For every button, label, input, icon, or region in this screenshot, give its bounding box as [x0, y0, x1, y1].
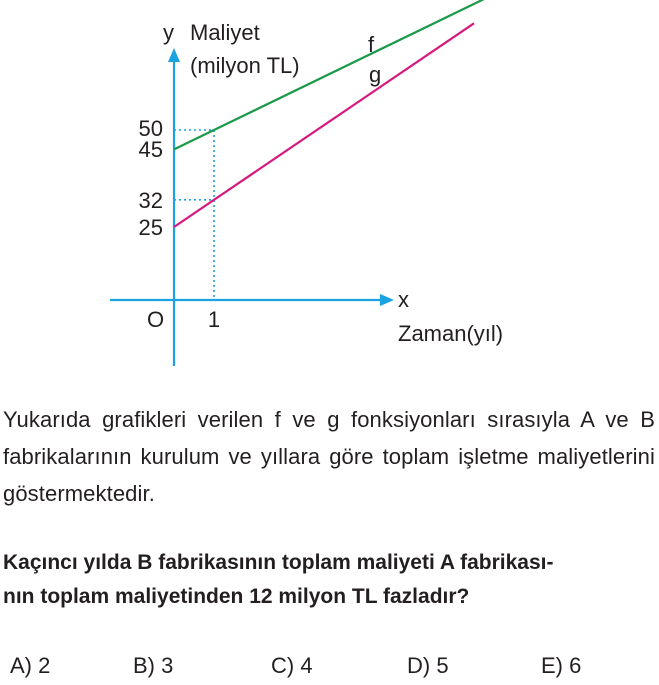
series-label-f: f [368, 32, 375, 57]
chart-guides [174, 130, 214, 300]
option-a[interactable]: A) 2 [10, 653, 51, 678]
origin-label: O [147, 307, 165, 332]
y-axis-title: Maliyet [190, 20, 260, 45]
option-c[interactable]: C) 4 [271, 653, 313, 678]
question-line-1: Kaçıncı yılda B fabrikasının toplam maliyeti A fabrikası- [3, 551, 554, 574]
question-text [3, 546, 655, 614]
y-tick-label-32: 32 [138, 187, 163, 213]
y-axis-unit: (milyon TL) [190, 53, 300, 78]
series-label-g: g [369, 62, 382, 87]
y-axis-arrow [168, 48, 180, 62]
y-tick-label-50: 50 [138, 116, 163, 141]
y-tick-label-45: 45 [138, 137, 163, 162]
option-d[interactable]: D) 5 [407, 653, 449, 678]
problem-text: Yukarıda grafikleri verilen f ve g fonksiyonları sırasıyla A ve B fabrikalarının kurulum ve yıllara göre toplam işletme maliyetlerini göstermektedir. [3, 407, 655, 506]
option-e[interactable]: E) 6 [541, 653, 582, 678]
x-tick-label-1: 1 [207, 307, 221, 332]
y-tick-label-25: 25 [138, 215, 163, 240]
x-axis-variable: x [398, 287, 409, 312]
chart-labels [139, 20, 504, 346]
answer-options [10, 651, 650, 681]
question-line-2: nın toplam maliyetinden 12 milyon TL fazladır? [3, 585, 470, 608]
option-b[interactable]: B) 3 [133, 653, 174, 678]
y-axis-variable: y [163, 20, 174, 45]
x-axis-title: Zaman(yıl) [398, 321, 504, 346]
x-axis-arrow [380, 294, 394, 306]
